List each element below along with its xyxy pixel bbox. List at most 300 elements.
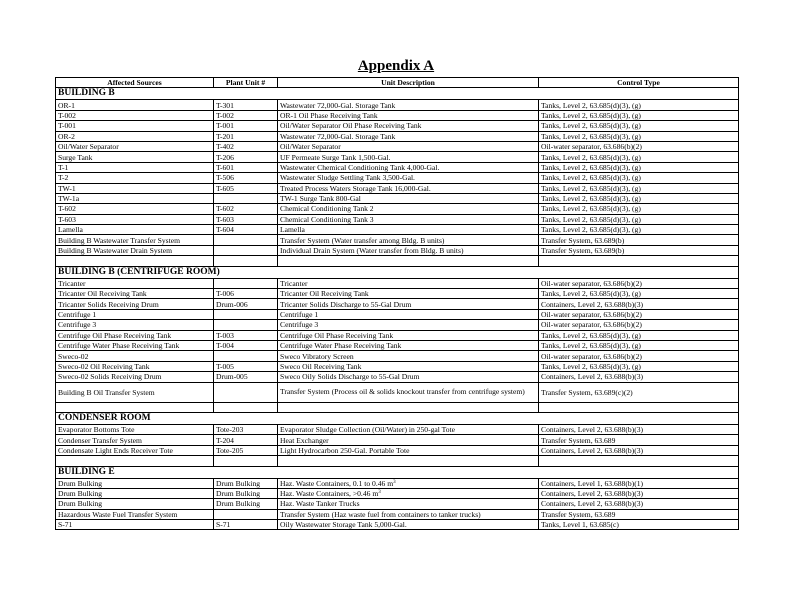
unit-description-cell [278, 173, 539, 183]
affected-source-cell [56, 499, 214, 509]
cell-text: Lamella [280, 225, 305, 235]
empty-cell [278, 456, 539, 466]
affected-source-cell [56, 330, 214, 340]
cell-text: Condenser Transfer System [58, 435, 142, 445]
table-row [56, 100, 739, 110]
section-row [56, 88, 739, 100]
control-type-cell [539, 289, 739, 299]
control-type-cell [539, 162, 739, 172]
table-row [56, 299, 739, 309]
cell-text: Transfer System, 63.689 [541, 435, 616, 445]
table-row [56, 499, 739, 509]
cell-text: Individual Drain System (Water transfer from Bldg. B units) [280, 246, 464, 256]
control-type-cell [539, 351, 739, 361]
affected-source-cell [56, 193, 214, 203]
control-type-cell [539, 183, 739, 193]
unit-description-cell [278, 340, 539, 350]
unit-description-cell [278, 162, 539, 172]
cell-text: Tanks, Level 1, 63.685(c) [541, 520, 619, 530]
table-row [56, 121, 739, 131]
cell-text: T-2 [58, 173, 69, 183]
cell-text: Tricanter [58, 278, 86, 288]
affected-source-cell [56, 372, 214, 382]
cell-text: Transfer System, 63.689 [541, 509, 616, 519]
table-row [56, 141, 739, 151]
cell-text: Tanks, Level 2, 63.685(d)(3), (g) [541, 183, 641, 193]
cell-text: Tanks, Level 2, 63.685(d)(3), (g) [541, 173, 641, 183]
cell-text: T-002 [216, 110, 234, 120]
cell-text: T-605 [216, 183, 234, 193]
empty-cell [539, 256, 739, 266]
section-heading: BUILDING B (CENTRIFUGE ROOM) [56, 266, 739, 278]
empty-cell [214, 402, 278, 412]
appendix-table [55, 77, 739, 530]
affected-source-cell [56, 235, 214, 245]
section-heading: BUILDING B [56, 88, 739, 100]
cell-text: Heat Exchanger [280, 435, 329, 445]
unit-description-cell [278, 152, 539, 162]
plant-unit-cell [214, 141, 278, 151]
header-unit-description: Unit Description [278, 78, 539, 88]
cell-text: Transfer System, 63.689(c)(2) [541, 387, 633, 397]
plant-unit-cell [214, 509, 278, 519]
cell-text: Hazardous Waste Fuel Transfer System [58, 509, 178, 519]
table-row [56, 278, 739, 288]
cell-text: Transfer System (Process oil & solids knockout transfer from centrifuge system) [280, 386, 525, 396]
cell-text: Drum Bulking [216, 489, 261, 499]
table-row [56, 204, 739, 214]
unit-description-cell [278, 509, 539, 519]
affected-source-cell [56, 299, 214, 309]
plant-unit-cell [214, 278, 278, 288]
cell-text: TW-1 [58, 183, 76, 193]
cell-text: S-71 [58, 520, 73, 530]
cell-text: T-002 [58, 110, 76, 120]
unit-description-cell [278, 424, 539, 434]
cell-text: OR-2 [58, 131, 75, 141]
empty-cell [214, 256, 278, 266]
cell-text: T-602 [58, 204, 76, 214]
plant-unit-cell [214, 424, 278, 434]
cell-text: Drum Bulking [216, 478, 261, 488]
control-type-cell [539, 435, 739, 445]
unit-description-cell [278, 141, 539, 151]
cell-text: Centrifuge Water Phase Receiving Tank [58, 341, 180, 351]
cell-text: Oil/Water Separator [58, 142, 119, 152]
unit-description-cell [278, 183, 539, 193]
affected-source-cell [56, 509, 214, 519]
cell-text: Tanks, Level 2, 63.685(d)(3), (g) [541, 225, 641, 235]
affected-source-cell [56, 152, 214, 162]
cell-text: Tanks, Level 2, 63.685(d)(3), (g) [541, 162, 641, 172]
affected-source-cell [56, 351, 214, 361]
affected-source-cell [56, 162, 214, 172]
unit-description-cell [278, 320, 539, 330]
table-row [56, 214, 739, 224]
table-row [56, 152, 739, 162]
control-type-cell [539, 488, 739, 498]
affected-source-cell [56, 520, 214, 530]
control-type-cell [539, 309, 739, 319]
unit-description-cell [278, 235, 539, 245]
plant-unit-cell [214, 488, 278, 498]
unit-description-cell [278, 382, 539, 402]
control-type-cell [539, 214, 739, 224]
cell-text: Containers, Level 2, 63.688(b)(3) [541, 372, 644, 382]
cell-text: Wastewater 72,000-Gal. Storage Tank [280, 100, 396, 110]
unit-description-cell [278, 330, 539, 340]
control-type-cell [539, 121, 739, 131]
cell-text: T-604 [216, 225, 234, 235]
affected-source-cell [56, 309, 214, 319]
affected-source-cell [56, 320, 214, 330]
unit-description-cell [278, 225, 539, 235]
control-type-cell [539, 320, 739, 330]
cell-text: Oil-water separator, 63.686(b)(2) [541, 351, 642, 361]
unit-description-cell [278, 214, 539, 224]
plant-unit-cell [214, 520, 278, 530]
cell-text: T-206 [216, 152, 234, 162]
plant-unit-cell [214, 382, 278, 402]
table-row [56, 289, 739, 299]
unit-description-cell [278, 278, 539, 288]
cell-text: Drum-005 [216, 372, 248, 382]
plant-unit-cell [214, 110, 278, 120]
cell-text: Building B Wastewater Transfer System [58, 235, 181, 245]
superscript-exponent: 3 [378, 490, 381, 496]
cell-text: Transfer System (Haz waste fuel from containers to tanker trucks) [280, 509, 481, 519]
cell-text: T-204 [216, 435, 234, 445]
superscript-exponent: 3 [393, 479, 396, 485]
affected-source-cell [56, 110, 214, 120]
plant-unit-cell [214, 193, 278, 203]
table-row [56, 245, 739, 255]
table-row [56, 361, 739, 371]
unit-description-cell [278, 435, 539, 445]
cell-text: Sweco-02 [58, 351, 89, 361]
table-row [56, 162, 739, 172]
cell-text: Tanks, Level 2, 63.685(d)(3), (g) [541, 152, 641, 162]
plant-unit-cell [214, 204, 278, 214]
plant-unit-cell [214, 173, 278, 183]
plant-unit-cell [214, 478, 278, 488]
page-title: Appendix A [357, 58, 435, 74]
cell-text: T-402 [216, 142, 234, 152]
cell-text: Containers, Level 2, 63.688(b)(3) [541, 499, 644, 509]
affected-source-cell [56, 445, 214, 455]
control-type-cell [539, 235, 739, 245]
affected-source-cell [56, 183, 214, 193]
cell-text: Containers, Level 2, 63.688(b)(3) [541, 299, 644, 309]
cell-text: OR-1 Oil Phase Receiving Tank [280, 110, 378, 120]
table-body [56, 88, 739, 530]
cell-text: T-601 [216, 162, 234, 172]
table-row [56, 193, 739, 203]
cell-text: UF Permeate Surge Tank 1,500-Gal. [280, 152, 391, 162]
cell-text: T-506 [216, 173, 234, 183]
cell-text: Building B Wastewater Drain System [58, 246, 172, 256]
cell-text: T-301 [216, 100, 234, 110]
cell-text: Tricanter Oil Receiving Tank [280, 289, 369, 299]
table-row [56, 183, 739, 193]
control-type-cell [539, 372, 739, 382]
table-row [56, 235, 739, 245]
cell-text: T-201 [216, 131, 234, 141]
plant-unit-cell [214, 435, 278, 445]
cell-text: Evaporator Sludge Collection (Oil/Water) in 250-gal Tote [280, 425, 456, 435]
cell-text: S-71 [216, 520, 231, 530]
control-type-cell [539, 193, 739, 203]
unit-description-cell [278, 299, 539, 309]
cell-text: Oil-water separator, 63.686(b)(2) [541, 278, 642, 288]
plant-unit-cell [214, 372, 278, 382]
empty-cell [56, 402, 214, 412]
unit-description-cell [278, 309, 539, 319]
control-type-cell [539, 340, 739, 350]
affected-source-cell [56, 361, 214, 371]
table-row [56, 372, 739, 382]
cell-text: T-1 [58, 162, 69, 172]
affected-source-cell [56, 382, 214, 402]
control-type-cell [539, 100, 739, 110]
cell-text: Tanks, Level 2, 63.685(d)(3), (g) [541, 194, 641, 204]
cell-text: Haz. Waste Containers, >0.46 m [280, 489, 379, 499]
cell-text: Centrifuge 3 [280, 320, 319, 330]
cell-text: Oil/Water Separator [280, 142, 341, 152]
control-type-cell [539, 131, 739, 141]
plant-unit-cell [214, 152, 278, 162]
cell-text: Containers, Level 2, 63.688(b)(3) [541, 425, 644, 435]
control-type-cell [539, 424, 739, 434]
cell-text: TW-1 Surge Tank 800-Gal [280, 194, 361, 204]
cell-text: TW-1a [58, 194, 80, 204]
section-heading: CONDENSER ROOM [56, 412, 739, 424]
plant-unit-cell [214, 183, 278, 193]
cell-text: T-001 [216, 121, 234, 131]
section-row [56, 466, 739, 478]
cell-text: Tote-203 [216, 425, 244, 435]
control-type-cell [539, 245, 739, 255]
empty-cell [278, 256, 539, 266]
cell-text: Tote-205 [216, 445, 244, 455]
table-row [56, 225, 739, 235]
affected-source-cell [56, 100, 214, 110]
affected-source-cell [56, 278, 214, 288]
plant-unit-cell [214, 289, 278, 299]
cell-text: Centrifuge Water Phase Receiving Tank [280, 341, 402, 351]
cell-text: Surge Tank [58, 152, 93, 162]
cell-text: Sweco Vibratory Screen [280, 351, 354, 361]
table-row [56, 520, 739, 530]
cell-text: Tanks, Level 2, 63.685(d)(3), (g) [541, 110, 641, 120]
cell-text: Oil-water separator, 63.686(b)(2) [541, 320, 642, 330]
affected-source-cell [56, 141, 214, 151]
blank-row [56, 402, 739, 412]
cell-text: Containers, Level 2, 63.688(b)(3) [541, 489, 644, 499]
control-type-cell [539, 141, 739, 151]
plant-unit-cell [214, 245, 278, 255]
cell-text: Drum Bulking [216, 499, 261, 509]
cell-text: Transfer System, 63.689(b) [541, 235, 625, 245]
control-type-cell [539, 499, 739, 509]
table-row [56, 382, 739, 402]
table-row [56, 424, 739, 434]
cell-text: Drum-006 [216, 299, 248, 309]
cell-text: Drum Bulking [58, 478, 103, 488]
table-row [56, 320, 739, 330]
empty-cell [214, 456, 278, 466]
blank-row [56, 456, 739, 466]
table-row [56, 351, 739, 361]
cell-text: Condensate Light Ends Receiver Tote [58, 445, 173, 455]
cell-text: Containers, Level 1, 63.688(b)(1) [541, 478, 644, 488]
affected-source-cell [56, 214, 214, 224]
plant-unit-cell [214, 330, 278, 340]
empty-cell [278, 402, 539, 412]
cell-text: Centrifuge 1 [58, 310, 97, 319]
plant-unit-cell [214, 162, 278, 172]
cell-text: Tricanter Solids Receiving Drum [58, 299, 159, 309]
cell-text: Light Hydrocarbon 250-Gal. Portable Tote [280, 445, 410, 455]
table-row [56, 110, 739, 120]
section-row [56, 266, 739, 278]
unit-description-cell [278, 478, 539, 488]
cell-text: Centrifuge Oil Phase Receiving Tank [280, 330, 394, 340]
table-row [56, 488, 739, 498]
cell-text: Evaporator Bottoms Tote [58, 425, 135, 435]
empty-cell [56, 256, 214, 266]
cell-text: Containers, Level 2, 63.688(b)(3) [541, 445, 644, 455]
cell-text: T-602 [216, 204, 234, 214]
section-heading: BUILDING E [56, 466, 739, 478]
empty-cell [539, 402, 739, 412]
affected-source-cell [56, 245, 214, 255]
unit-description-cell [278, 499, 539, 509]
cell-text: Tanks, Level 2, 63.685(d)(3), (g) [541, 121, 641, 131]
cell-text: T-001 [58, 121, 76, 131]
affected-source-cell [56, 289, 214, 299]
empty-cell [539, 456, 739, 466]
plant-unit-cell [214, 131, 278, 141]
unit-description-cell [278, 351, 539, 361]
unit-description-cell [278, 520, 539, 530]
plant-unit-cell [214, 445, 278, 455]
header-plant-unit: Plant Unit # [214, 78, 278, 88]
affected-source-cell [56, 435, 214, 445]
cell-text: OR-1 [58, 100, 75, 110]
cell-text: Tanks, Level 2, 63.685(d)(3), (g) [541, 131, 641, 141]
header-row [56, 78, 739, 88]
control-type-cell [539, 152, 739, 162]
cell-text: Oily Wastewater Storage Tank 5,000-Gal. [280, 520, 407, 530]
control-type-cell [539, 382, 739, 402]
cell-text: Transfer System, 63.689(b) [541, 246, 625, 256]
table-row [56, 131, 739, 141]
plant-unit-cell [214, 320, 278, 330]
cell-text: Tanks, Level 2, 63.685(d)(3), (g) [541, 361, 641, 371]
cell-text: Haz. Waste Containers, 0.1 to 0.46 m [280, 478, 394, 488]
table-row [56, 309, 739, 319]
cell-text: Chemical Conditioning Tank 3 [280, 214, 374, 224]
cell-text: T-003 [216, 330, 234, 340]
control-type-cell [539, 361, 739, 371]
blank-row [56, 256, 739, 266]
unit-description-cell [278, 361, 539, 371]
unit-description-cell [278, 110, 539, 120]
empty-cell [56, 456, 214, 466]
cell-text: Sweco-02 Oil Receiving Tank [58, 361, 150, 371]
affected-source-cell [56, 173, 214, 183]
control-type-cell [539, 299, 739, 309]
cell-text: Drum Bulking [58, 489, 103, 499]
table-row [56, 173, 739, 183]
plant-unit-cell [214, 235, 278, 245]
plant-unit-cell [214, 121, 278, 131]
plant-unit-cell [214, 499, 278, 509]
cell-text: Tanks, Level 2, 63.685(d)(3), (g) [541, 289, 641, 299]
plant-unit-cell [214, 299, 278, 309]
affected-source-cell [56, 478, 214, 488]
unit-description-cell [278, 488, 539, 498]
cell-text: Centrifuge 3 [58, 320, 97, 330]
affected-source-cell [56, 131, 214, 141]
cell-text: T-004 [216, 341, 234, 351]
cell-text: Building B Oil Transfer System [58, 387, 155, 397]
affected-source-cell [56, 424, 214, 434]
cell-text: T-005 [216, 361, 234, 371]
cell-text: Tricanter Oil Receiving Tank [58, 289, 147, 299]
control-type-cell [539, 445, 739, 455]
control-type-cell [539, 204, 739, 214]
table-row [56, 435, 739, 445]
control-type-cell [539, 278, 739, 288]
cell-text: Tanks, Level 2, 63.685(d)(3), (g) [541, 100, 641, 110]
plant-unit-cell [214, 340, 278, 350]
affected-source-cell [56, 121, 214, 131]
plant-unit-cell [214, 100, 278, 110]
unit-description-cell [278, 372, 539, 382]
plant-unit-cell [214, 361, 278, 371]
unit-description-cell [278, 204, 539, 214]
control-type-cell [539, 330, 739, 340]
affected-source-cell [56, 340, 214, 350]
cell-text: Wastewater Chemical Conditioning Tank 4,000-Gal. [280, 162, 440, 172]
table-row [56, 445, 739, 455]
cell-text: Sweco-02 Solids Receiving Drum [58, 372, 162, 382]
cell-text: T-603 [216, 214, 234, 224]
plant-unit-cell [214, 214, 278, 224]
cell-text: Tanks, Level 2, 63.685(d)(3), (g) [541, 330, 641, 340]
control-type-cell [539, 478, 739, 488]
control-type-cell [539, 110, 739, 120]
cell-text: Centrifuge 1 [280, 310, 319, 319]
control-type-cell [539, 225, 739, 235]
cell-text: T-006 [216, 289, 234, 299]
unit-description-cell [278, 100, 539, 110]
plant-unit-cell [214, 225, 278, 235]
cell-text: Treated Process Waters Storage Tank 16,000-Gal. [280, 183, 431, 193]
cell-text: Wastewater Sludge Settling Tank 3,500-Gal. [280, 173, 415, 183]
cell-text: T-603 [58, 214, 76, 224]
unit-description-cell [278, 131, 539, 141]
cell-text: Tricanter Solids Discharge to 55-Gal Drum [280, 299, 412, 309]
unit-description-cell [278, 245, 539, 255]
cell-text: Tricanter [280, 278, 308, 288]
table-row [56, 330, 739, 340]
table-row [56, 509, 739, 519]
cell-text: Transfer System (Water transfer among Bldg. B units) [280, 235, 445, 245]
table-row [56, 478, 739, 488]
